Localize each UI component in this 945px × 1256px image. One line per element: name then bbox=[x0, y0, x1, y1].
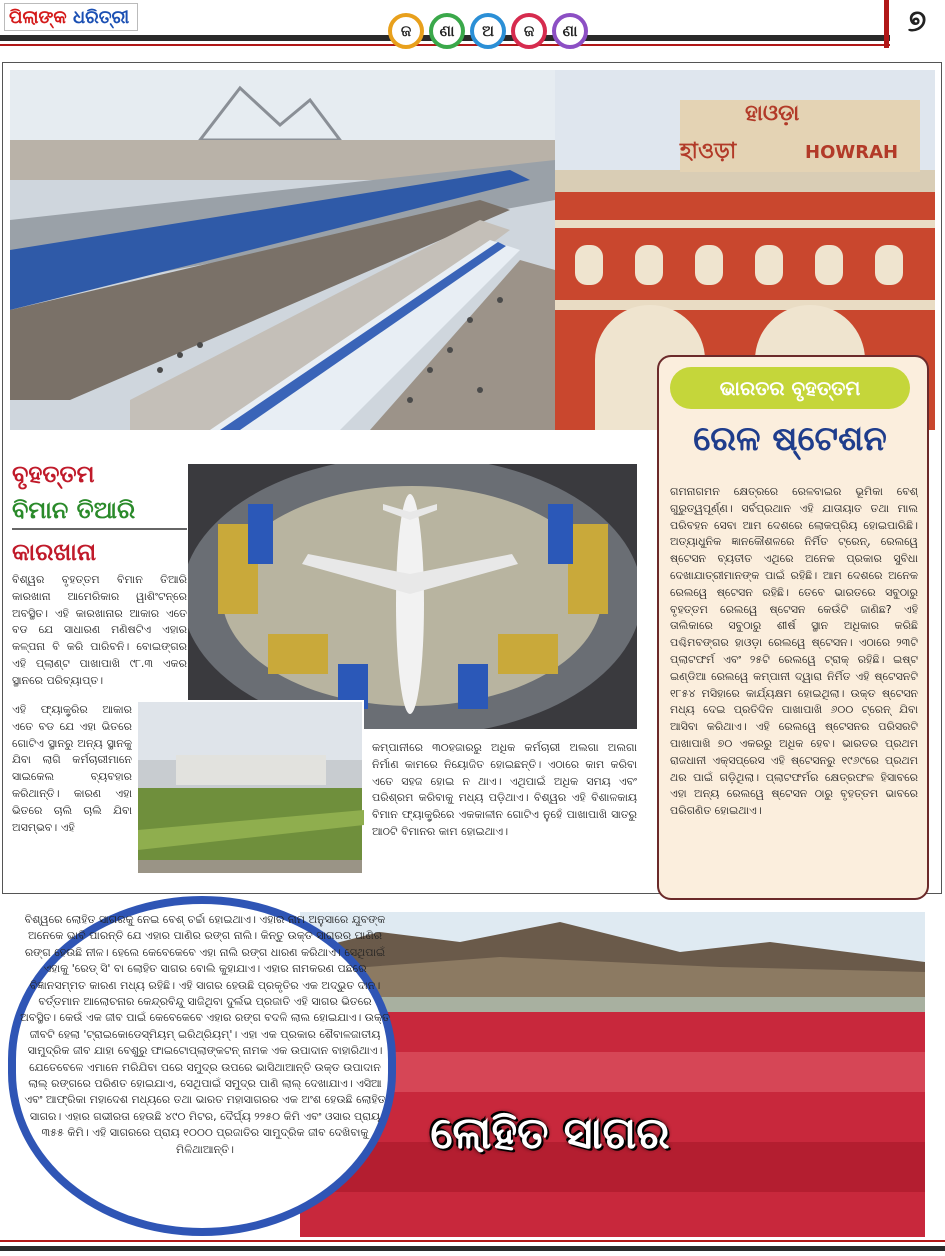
masthead-logo bbox=[4, 3, 138, 31]
section-badge-2 bbox=[429, 13, 465, 49]
factory-body-part2: ଏହି ଫ୍ୟାକ୍ଟ୍ରିର ଆକାର ଏତେ ବଡ ଯେ ଏହା ଭିତରେ ଗୋଟିଏ ସ୍ଥାନରୁ ଅନ୍ୟ ସ୍ଥାନକୁ ଯିବା ଲାଗି କର୍ମଚାରୀମାନେ ସାଇକେଲ ବ୍ୟବହାର କରିଥାନ୍ତି। କାରଣ ଏହା ଭିତରେ ଚାଲି ଚାଲି ଯିବା ଅସମ୍ଭବ। ଏହି bbox=[12, 703, 132, 834]
section-letter: ଣା bbox=[439, 22, 455, 40]
station-sign-odia: ହାଓଡ଼ା bbox=[745, 101, 800, 126]
masthead-part2: ଧରିତ୍ରୀ bbox=[72, 7, 130, 28]
masthead-part1: ପିଲାଙ୍କ bbox=[9, 7, 67, 28]
page-number: ୭ bbox=[907, 4, 927, 39]
railway-body: ଗମନାଗମନ କ୍ଷେତ୍ରରେ ରେଳବାଇର ଭୂମିକା ବେଶ୍ ଗୁରୁତ୍ୱପୂର୍ଣ୍ଣ। ସର୍ବପ୍ରଥାନ ଏହି ଯାତାୟାତ ତଥା ମାଲ ପରିବହନ ସେବା ଆମ ଦେଶରେ ଲୋକପ୍ରିୟ ହୋଇପାରିଛି। ଅତ୍ୟାଧୁନିକ ଜ୍ଞାନକୌଶଳରେ ନିର୍ମିତ ଟ୍ରେନ୍, ରେଲୱେ ଷ୍ଟେସନ ବ୍ୟତୀତ ଏଥିରେ ଅନେକ ପ୍ରକାର ସୁବିଧା ଦେଖାଯାତ୍ରୀମାନଙ୍କ ପାଇଁ ରହିଛି। ଆମ ଦେଶରେ ଅନେକ ରେଲୱେ ଷ୍ଟେସନ ରହିଛି। ତେବେ ଭାରତରେ ସବୁଠାରୁ ବୃହତ୍ତମ ରେଲୱେ ଷ୍ଟେସନ କେଉଁଟି ଜାଣିଛ? ଏହି ତାଲିକାରେ ସବୁଠାରୁ ଶୀର୍ଷ ସ୍ଥାନ ଅଧିକାର କରିଛି ପଶ୍ଚିମବଙ୍ଗର ହାଓଡ଼ା ରେଲୱେ ଷ୍ଟେସନ। ଏଠାରେ ୨୩ଟି ପ୍ଲାଟଫର୍ମ ଏବଂ ୨୫ଟି ରେଲୱେ ଟ୍ରାକ୍ ରହିଛି। ଇଷ୍ଟ ଇଣ୍ଡିଆ ରେଲୱେ କମ୍ପାନୀ ଦ୍ୱାରା ନିର୍ମିତ ଏହି ଷ୍ଟେସନଟି ୧୮୫୪ ମସିହାରେ କାର୍ଯ୍ୟକ୍ଷମ ହୋଇଥିଲା। ଉକ୍ତ ଷ୍ଟେସନ ମଧ୍ୟ ଦେଇ ପ୍ରତିଦିନ ପାଖାପାଖି ୬୦୦ ଟ୍ରେନ୍ ଯିବା ଆସିବା କରିଥାଏ। ଏହି ରେଲୱେ ଷ୍ଟେସନର ପରିସରଟି ପାଖାପାଖି ୭୦ ଏକରରୁ ଅଧିକ ହେବ। ଭାରତର ପ୍ରଥମ ରାଜଧାନୀ ଏକ୍ସପ୍ରେସ ଏହି ଷ୍ଟେସନରୁ ୧୯୬୯ରେ ପ୍ରଥମ ଥର ପାଇଁ ଗଡ଼ିଥିଲା। ପ୍ଲାଟଫର୍ମର କ୍ଷେତ୍ରଫଳ ହିସାବରେ ଏହା ଅନ୍ୟ ରେଲୱେ ଷ୍ଟେସନ ଠାରୁ ବୃହତ୍ତମ ଭାବରେ ପରିଗଣିତ ହୋଇଥାଏ। bbox=[670, 485, 918, 818]
page-number-bar bbox=[884, 0, 889, 48]
factory-heading-line3: କାରଖାନା bbox=[12, 538, 97, 566]
red-sea-title: ଲୋହିତ ସାଗର bbox=[430, 1108, 670, 1159]
railway-title: ରେଳ ଷ୍ଟେଶନ bbox=[693, 419, 887, 459]
station-sign-english: HOWRAH bbox=[805, 142, 899, 163]
factory-interior-photo bbox=[188, 464, 637, 729]
factory-body-part1: ବିଶ୍ୱର ବୃହତ୍ତମ ବିମାନ ତିଆରି କାରଖାନା ଆମେରିକାର ୱାଶିଂଟନ୍‌ରେ ଅବସ୍ଥିତ। ଏହି କାରଖାନାର ଆକାର ଏତେ ବଡ ଯେ ସାଧାରଣ ମଣିଷଟିଏ ଏହାର କଳ୍ପନା ବି କରି ପାରିବନି। ବୋଇଙ୍ଗର ଏହି ପ୍ଲାଣ୍ଟ ପାଖାପାଖି ୯୮.୩ ଏକର ସ୍ଥାନରେ ପରିବ୍ୟାପ୍ତ। bbox=[12, 573, 187, 687]
section-badge-5 bbox=[552, 13, 588, 49]
footer-rule bbox=[0, 1246, 945, 1251]
railway-kicker: ଭାରତର ବୃହତ୍ତମ bbox=[670, 367, 910, 409]
platform-photo bbox=[10, 70, 555, 430]
section-letter: ଣା bbox=[562, 22, 578, 40]
red-sea-body: ବିଶ୍ୱରେ ଲୋହିତ ସାଗରକୁ ନେଇ ବେଶ୍ ଚର୍ଚ୍ଚା ହୋଇଥାଏ। ଏହାର ନାମ ଅନୁସାରେ ଯୁବଙ୍କ ଅନେକେ ଭାବି ପାରନ୍ତି ଯେ ଏହାର ପାଣିର ରଙ୍ଗ ନାଲି। କିନ୍ତୁ ଉକ୍ତ ସାଗରର ପାଣିର ରଙ୍ଗ ହେଉଛି ନୀଳ। ହେଲେ କେବେକେବେ ଏହା ନାଲି ରଙ୍ଗ ଧାରଣ କରିଥାଏ। ସେଥିପାଇଁ ଏହାକୁ 'ରେଡ୍ ସି' ବା ଲୋହିତ ସାଗର ବୋଲି କୁହାଯାଏ। ଏହାର ନାମକରଣ ପଛରେ ବିଜ୍ଞାନସମ୍ମତ କାରଣ ମଧ୍ୟ ରହିଛି। ଏହି ସାଗର ହେଉଛି ପ୍ରକୃତିର ଏକ ଅଦ୍ଭୁତ ଦାନ। ବର୍ତ୍ତମାନ ଆଲୋଚନାର କେନ୍ଦ୍ରବିନ୍ଦୁ ସାଜିଥିବା ଦୁର୍ଲଭ ପ୍ରଜାତି ଏହି ସାଗର ଭିତରେ ଅବସ୍ଥିତ। କେଉଁ ଏକ ଜୀବ ପାଇଁ କେବେକେବେ ଏହାର ରଙ୍ଗ ବଦଳି ଲାଲ ହୋଇଯାଏ। ଉକ୍ତ ଜୀବଟି ହେଲା 'ଟ୍ରାଇକୋଡେସ୍ମିୟମ୍ ଇରିଥ୍ରିୟମ୍'। ଏହା ଏକ ପ୍ରକାର ଶୈବାଳଜାତୀୟ ସାମୁଦ୍ରିକ ଜୀବ ଯାହା ବେଶୁରୁ ଫାଇଟୋପ୍ଲାଙ୍କଟନ୍ ନାମକ ଏକ ଉପାଦାନ ବାହାରିଥାଏ। ଯେତେବେଳେ ଏମାନେ ମରିଯିବା ପରେ ସମୁଦ୍ର ଉପରେ ଭାସିଥାଆନ୍ତି ଉକ୍ତ ଉପାଦାନ ଲାଲ୍ ରଙ୍ଗରେ ପରିଣତ ହୋଇଯାଏ, ସେଥିପାଇଁ ସମୁଦ୍ର ପାଣି ଲାଲ୍ ଦେଖାଯାଏ। ଏସିଆ ଏବଂ ଆଫ୍ରିକା ମହାଦେଶ ମଧ୍ୟରେ ତଥା ଭାରତ ମହାସାଗରର ଏକ ଅଂଶ ହେଉଛି ଲୋହିତ ସାଗର। ଏହାର ଗଭୀରତା ହେଉଛି ୪୯୦ ମିଟର, ଦୈର୍ଘ୍ୟ ୨୨୫୦ କିମି ଏବଂ ଓସାର ପ୍ରାୟ ୩୫୫ କିମି। ଏହି ସାଗରରେ ପ୍ରାୟ ୧୦୦୦ ପ୍ରଜାତିର ସାମୁଦ୍ରିକ ଜୀବ ଦେଖିବାକୁ ମିଳିଥାଆନ୍ତି। bbox=[20, 913, 390, 1156]
factory-body-part3: କମ୍ପାନୀରେ ୩୦ହଜାରରୁ ଅଧିକ କର୍ମଚାରୀ ଅଲଗା ଅଲଗା ନିର୍ମାଣ କାମରେ ନିୟୋଜିତ ହୋଇଛନ୍ତି। ଏଠାରେ କାମ କରିବା ଏତେ ସହଜ ହୋଇ ନ ଥାଏ। ଏଥିପାଇଁ ଅଧିକ ସମୟ ଏବଂ ପରିଶ୍ରମ କରିବାକୁ ମଧ୍ୟ ପଡ଼ିଥାଏ। ବିଶ୍ୱର ଏହି ବିଶାଳକାୟ ବିମାନ ଫ୍ୟାକ୍ଟ୍ରିରେ ଏକକାଳୀନ ଗୋଟିଏ ନୁହେଁ ପାଖାପାଖି ସାତରୁ ଆଠଟି ବିମାନର କାମ ହୋଇଥାଏ। bbox=[372, 741, 637, 838]
section-badge-3 bbox=[470, 13, 506, 49]
factory-heading-line2: ବିମାନ ତିଆରି bbox=[12, 492, 187, 530]
section-letter: ଜ bbox=[523, 22, 535, 40]
station-sign-bangla: হাওড়া bbox=[680, 139, 737, 164]
footer-accent-rule bbox=[0, 1240, 945, 1242]
factory-exterior-photo bbox=[136, 700, 364, 875]
section-badge-4 bbox=[511, 13, 547, 49]
section-letter: ଜ bbox=[400, 22, 412, 40]
section-badge-1 bbox=[388, 13, 424, 49]
section-letter: ଅ bbox=[482, 22, 494, 40]
factory-heading-line1: ବୃହତ୍ତମ bbox=[12, 460, 95, 488]
